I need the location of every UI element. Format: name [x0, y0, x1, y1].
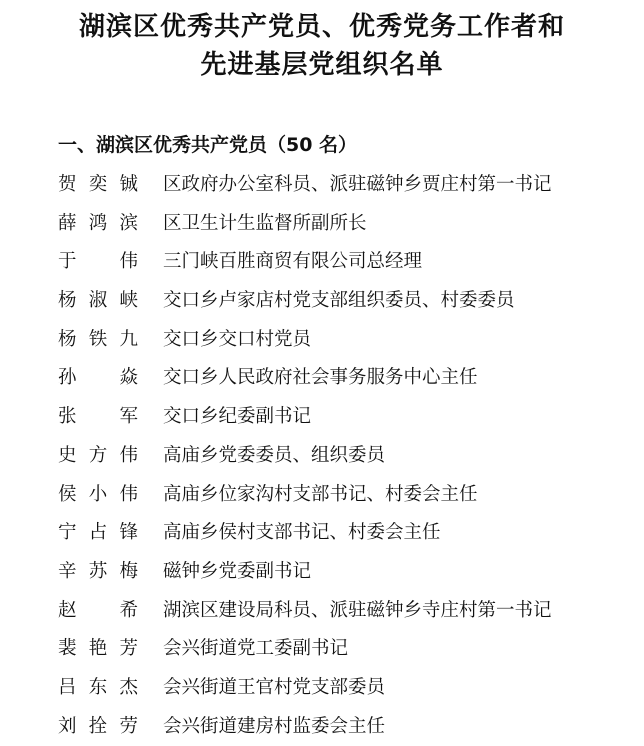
member-name: 薛鸿滨: [58, 212, 138, 234]
member-name: 赵 希: [58, 599, 138, 621]
member-role: 湖滨区建设局科员、派驻磁钟乡寺庄村第一书记: [163, 599, 552, 621]
member-role: 会兴街道党工委副书记: [163, 638, 349, 660]
member-name: 吕东杰: [58, 676, 138, 698]
member-name: 孙 焱: [58, 367, 138, 389]
document-title-line-2: 先进基层党组织名单: [200, 50, 444, 80]
member-role: 高庙乡党委委员、组织委员: [163, 444, 386, 466]
member-role: 交口乡卢家店村党支部组织委员、村委委员: [163, 290, 515, 312]
member-name: 侯小伟: [58, 483, 138, 505]
list-item: [0, 359, 644, 398]
member-name: 刘拴劳: [58, 715, 138, 737]
list-item: [0, 630, 644, 669]
list-item: [0, 553, 644, 592]
member-name: 宁占锋: [58, 522, 138, 544]
member-role: 交口乡纪委副书记: [163, 406, 312, 428]
member-name: 史方伟: [58, 444, 138, 466]
member-role: 会兴街道王官村党支部委员: [163, 676, 386, 698]
member-role: 三门峡百胜商贸有限公司总经理: [163, 251, 423, 273]
list-item: [0, 476, 644, 515]
member-name: 贺奕铖: [58, 174, 138, 195]
member-name: 于 伟: [58, 251, 138, 273]
list-item: [0, 321, 644, 360]
member-name: 裴艳芳: [58, 638, 138, 660]
member-role: 高庙乡位家沟村支部书记、村委会主任: [163, 483, 478, 505]
member-role: 区政府办公室科员、派驻磁钟乡贾庄村第一书记: [163, 174, 552, 195]
section-heading: 一、湖滨区优秀共产党员（50 名）: [58, 134, 358, 156]
member-role: 交口乡人民政府社会事务服务中心主任: [163, 367, 478, 389]
member-role: 高庙乡侯村支部书记、村委会主任: [163, 522, 441, 544]
list-item: [0, 514, 644, 553]
list-item: [0, 437, 644, 476]
member-name: 杨淑峡: [58, 290, 138, 312]
list-item: [0, 669, 644, 708]
list-item: [0, 166, 644, 205]
list-item: [0, 282, 644, 321]
member-name: 辛苏梅: [58, 560, 138, 582]
member-role: 交口乡交口村党员: [163, 328, 312, 350]
member-list: [0, 166, 644, 746]
member-role: 区卫生计生监督所副所长: [163, 212, 367, 234]
member-role: 会兴街道建房村监委会主任: [163, 715, 386, 737]
document-title-line-1: 湖滨区优秀共产党员、优秀党务工作者和: [78, 12, 565, 42]
list-item: [0, 243, 644, 282]
member-name: 张 军: [58, 406, 138, 428]
member-role: 磁钟乡党委副书记: [163, 560, 312, 582]
list-item: [0, 205, 644, 244]
list-item: [0, 592, 644, 631]
member-name: 杨铁九: [58, 328, 138, 350]
list-item: [0, 708, 644, 746]
list-item: [0, 398, 644, 437]
